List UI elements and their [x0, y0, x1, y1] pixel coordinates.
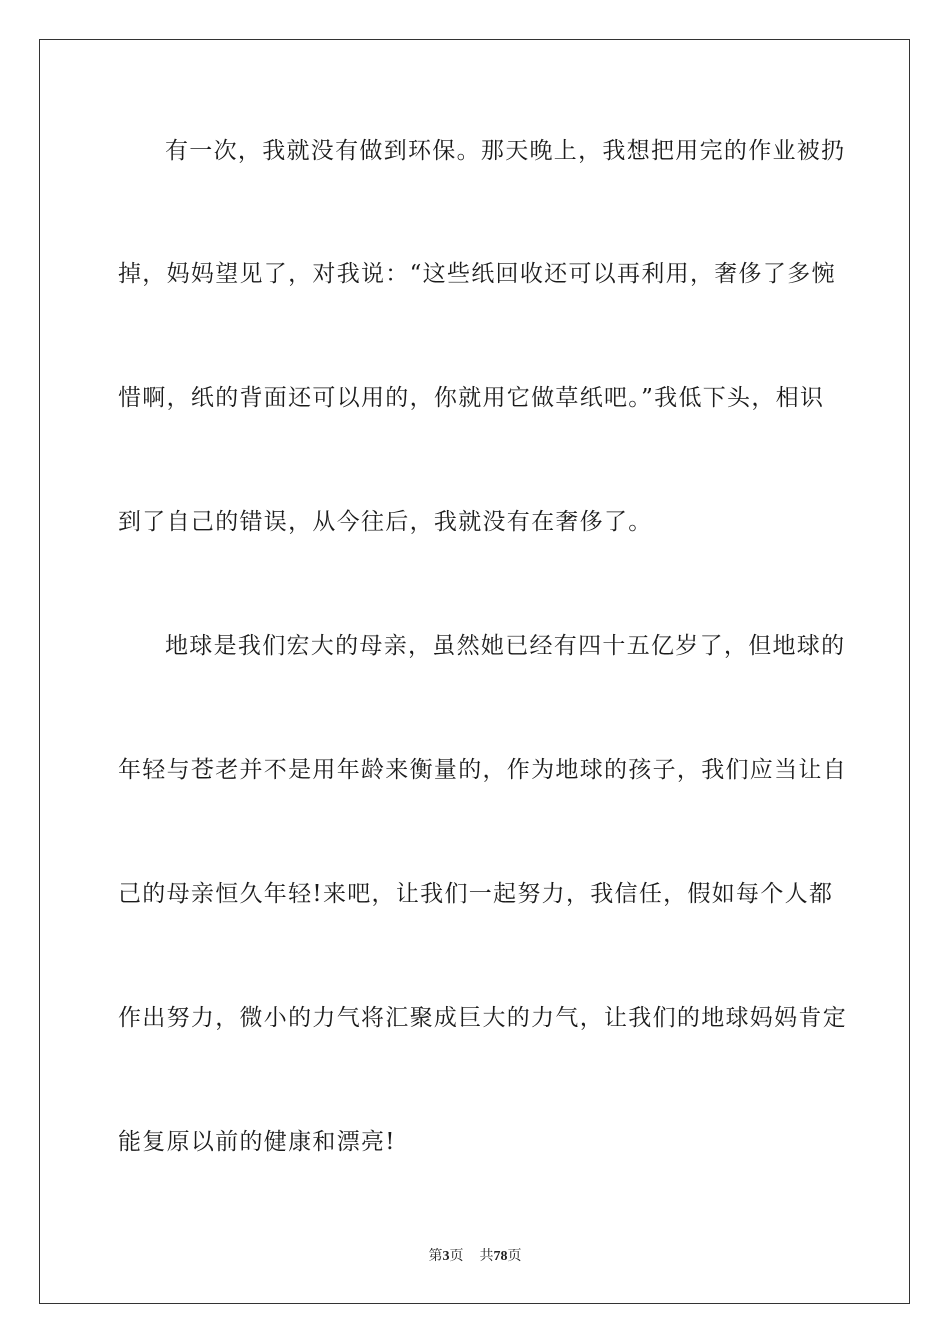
page-suffix: 页 — [449, 1249, 464, 1264]
text-line: 到了自己的错误，从今往后，我就没有在奢侈了。 — [118, 509, 653, 535]
text-line: 惜啊，纸的背面还可以用的，你就用它做草纸吧。”我低下头，相识 — [118, 385, 825, 411]
page-prefix: 第 — [428, 1249, 443, 1264]
total-suffix: 页 — [507, 1249, 522, 1264]
page-footer — [0, 1248, 950, 1266]
text-line: 年轻与苍老并不是用年龄来衡量的，作为地球的孩子，我们应当让自 — [118, 757, 847, 783]
total-pages: 78 — [493, 1249, 508, 1264]
text-line: 能复原以前的健康和漂亮! — [118, 1129, 396, 1155]
text-line: 地球是我们宏大的母亲，虽然她已经有四十五亿岁了，但地球的 — [165, 633, 846, 659]
page-border — [39, 39, 910, 1304]
page-number: 3 — [442, 1249, 450, 1264]
text-line: 作出努力，微小的力气将汇聚成巨大的力气，让我们的地球妈妈肯定 — [118, 1005, 847, 1031]
total-prefix: 共 — [479, 1249, 494, 1264]
text-line: 有一次，我就没有做到环保。那天晚上，我想把用完的作业被扔 — [165, 138, 846, 164]
text-line: 掉，妈妈望见了，对我说：“这些纸回收还可以再利用，奢侈了多惋 — [118, 261, 836, 287]
text-line: 己的母亲恒久年轻!来吧，让我们一起努力，我信任，假如每个人都 — [118, 881, 834, 907]
